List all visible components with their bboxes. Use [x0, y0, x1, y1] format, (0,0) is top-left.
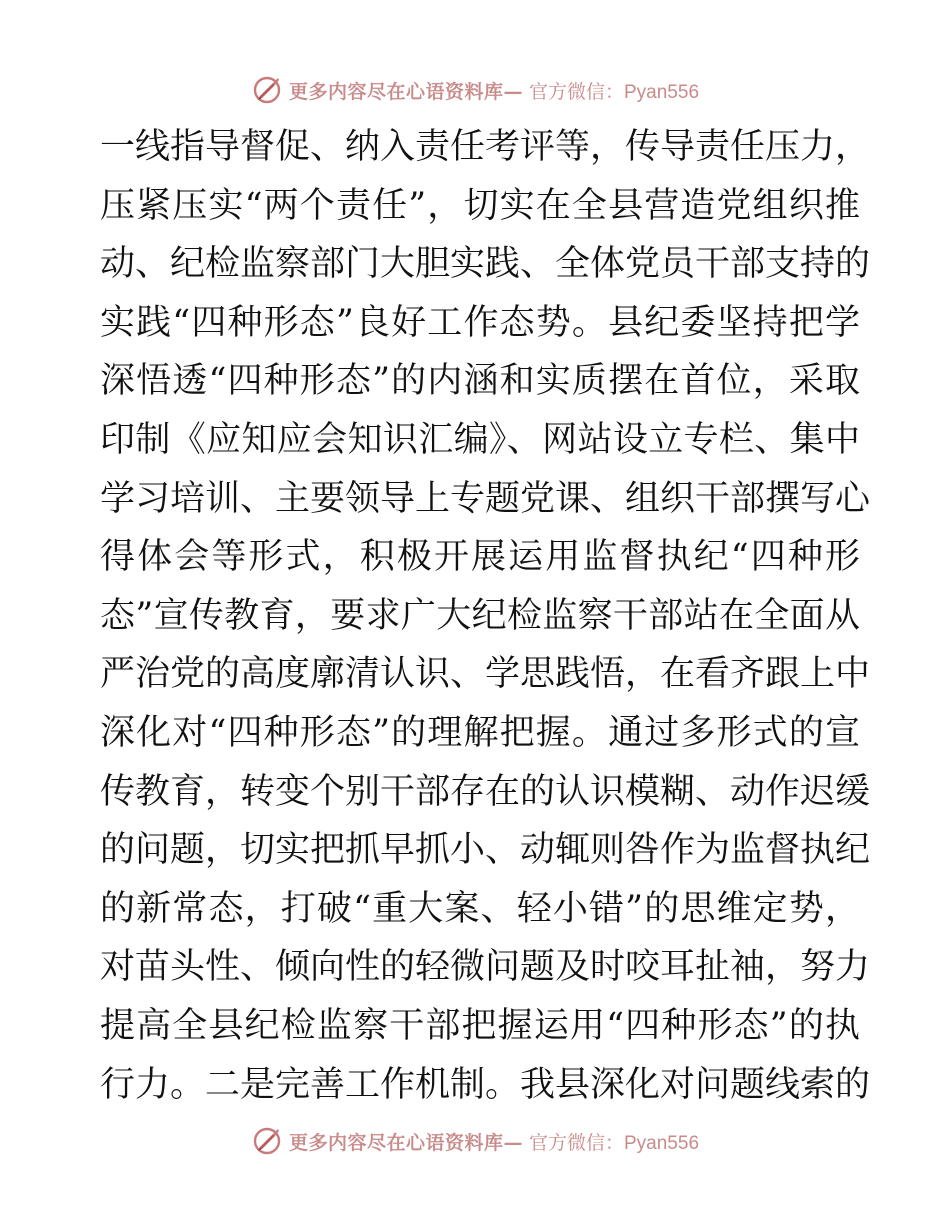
body-line: 深悟透“四种形态”的内涵和实质摆在首位，采取 [100, 361, 860, 402]
body-line: 深化对“四种形态”的理解把握。通过多形式的宣 [100, 712, 860, 753]
body-line: 传教育，转变个别干部存在的认识模糊、动作迟缓 [100, 771, 871, 812]
header-watermark [0, 72, 950, 108]
body-line: 的新常态，打破“重大案、轻小错”的思维定势， [100, 888, 860, 929]
watermark-brand-text: 更多内容尽在心语资料库— [288, 1131, 523, 1154]
body-line: 压紧压实“两个责任”，切实在全县营造党组织推 [100, 185, 860, 226]
body-line: 印制《应知应会知识汇编》、网站设立专栏、集中 [100, 419, 860, 460]
watermark-contact-text: 官方微信：Pyan556 [529, 1132, 700, 1154]
body-line: 得体会等形式，积极开展运用监督执纪“四种形 [100, 537, 860, 578]
watermark-contact-text: 官方微信：Pyan556 [529, 81, 700, 103]
body-line: 严治党的高度廓清认识、学思践悟，在看齐跟上中 [100, 654, 871, 695]
body-line: 行力。二是完善工作机制。我县深化对问题线索的 [100, 1064, 871, 1105]
body-line: 对苗头性、倾向性的轻微问题及时咬耳扯袖，努力 [100, 947, 871, 988]
document-body [100, 118, 871, 1114]
footer-watermark [0, 1123, 950, 1159]
quill-pen-logo-icon [251, 74, 283, 106]
body-line: 学习培训、主要领导上专题党课、组织干部撰写心 [100, 478, 871, 519]
body-line: 提高全县纪检监察干部把握运用“四种形态”的执 [100, 1005, 860, 1046]
body-line: 实践“四种形态”良好工作态势。县纪委坚持把学 [100, 302, 860, 343]
body-line: 动、纪检监察部门大胆实践、全体党员干部支持的 [100, 244, 871, 285]
body-line: 一线指导督促、纳入责任考评等，传导责任压力， [100, 127, 871, 167]
body-line: 态”宣传教育，要求广大纪检监察干部站在全面从 [100, 595, 860, 636]
body-line: 的问题，切实把抓早抓小、动辄则咎作为监督执纪 [100, 830, 871, 871]
quill-pen-logo-icon [251, 1125, 283, 1157]
watermark-brand-text: 更多内容尽在心语资料库— [288, 80, 523, 103]
